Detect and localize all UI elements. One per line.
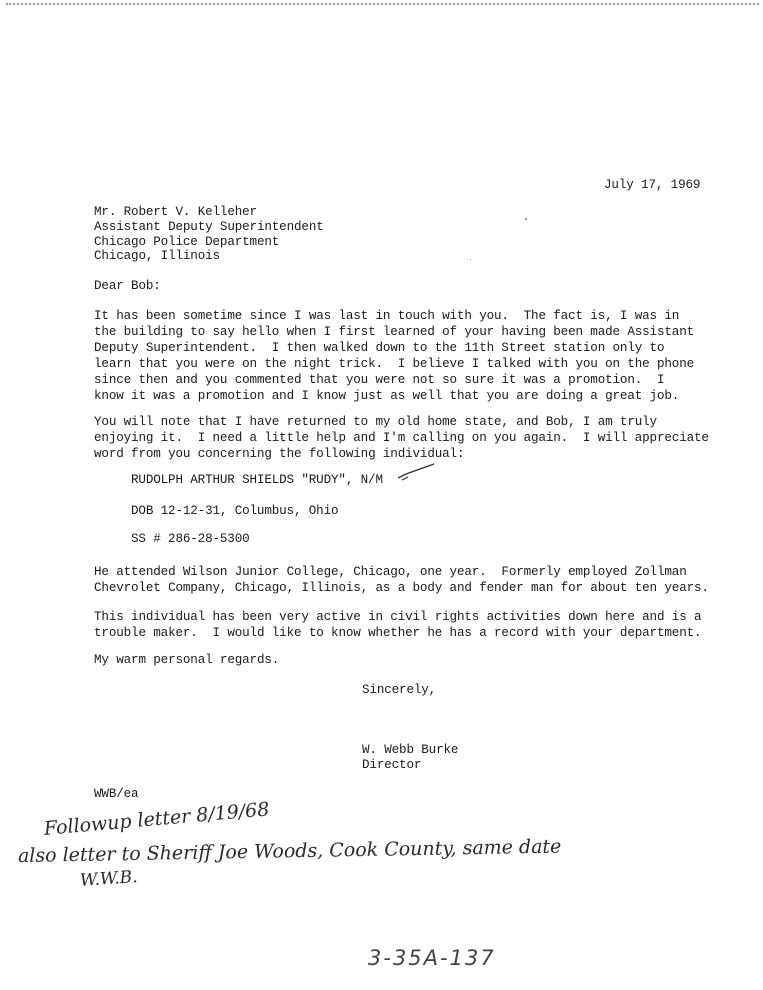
recipient-name: Mr. Robert V. Kelleher [94, 205, 257, 219]
paragraph-3 [94, 564, 709, 596]
paragraph-line: enjoying it. I need a little help and I'm calling on you again. I will appreciate [94, 431, 709, 445]
paragraph-line: He attended Wilson Junior College, Chicago, one year. Formerly employed Zollman [94, 565, 687, 579]
paragraph-2 [94, 414, 709, 462]
subject-ss: SS # 286-28-5300 [131, 532, 250, 546]
recipient-title: Assistant Deputy Superintendent [94, 220, 324, 234]
signer-title: Director [362, 758, 422, 772]
regards: My warm personal regards. [94, 653, 280, 667]
letter-date: July 17, 1969 [604, 178, 701, 192]
paragraph-line: since then and you commented that you were not so sure it was a promotion. I [94, 373, 665, 387]
paragraph-line: trouble maker. I would like to know whether he has a record with your department. [94, 626, 702, 640]
recipient-organization: Chicago Police Department [94, 235, 280, 249]
paragraph-line: word from you concerning the following individual: [94, 447, 465, 461]
paragraph-line: know it was a promotion and I know just as well that you are doing a great job. [94, 389, 680, 403]
closing: Sincerely, [362, 683, 437, 697]
paragraph-line: Chevrolet Company, Chicago, Illinois, as a body and fender man for about ten years. [94, 581, 709, 595]
salutation: Dear Bob: [94, 279, 161, 293]
paragraph-line: You will note that I have returned to my old home state, and Bob, I am truly [94, 415, 657, 429]
checkmark-icon [396, 462, 436, 482]
subject-dob: DOB 12-12-31, Columbus, Ohio [131, 504, 339, 518]
handwritten-followup-note: Followup letter 8/19/68 [43, 798, 271, 840]
paragraph-line: Deputy Superintendent. I then walked down to the 11th Street station only to [94, 341, 665, 355]
handwritten-initials: W.W.B. [79, 866, 139, 891]
signer-name: W. Webb Burke [362, 743, 459, 757]
paragraph-line: the building to say hello when I first learned of your having been made Assistant [94, 325, 695, 339]
dotted-top-border [6, 3, 759, 5]
paragraph-line: It has been sometime since I was last in touch with you. The fact is, I was in [94, 309, 680, 323]
recipient-city: Chicago, Illinois [94, 249, 220, 263]
paragraph-4 [94, 609, 701, 641]
file-number: 3-35A-137 [368, 946, 496, 970]
paragraph-line: This individual has been very active in civil rights activities down here and is a [94, 610, 702, 624]
typist-initials: WWB/ea [94, 787, 139, 801]
paragraph-1 [94, 308, 694, 404]
scan-speck [470, 259, 471, 260]
handwritten-sheriff-note: also letter to Sheriff Joe Woods, Cook County, same date [17, 835, 562, 867]
scan-speck [525, 218, 527, 220]
subject-name: RUDOLPH ARTHUR SHIELDS "RUDY", N/M [131, 473, 383, 487]
paragraph-line: learn that you were on the night trick. I believe I talked with you on the phone [94, 357, 695, 371]
